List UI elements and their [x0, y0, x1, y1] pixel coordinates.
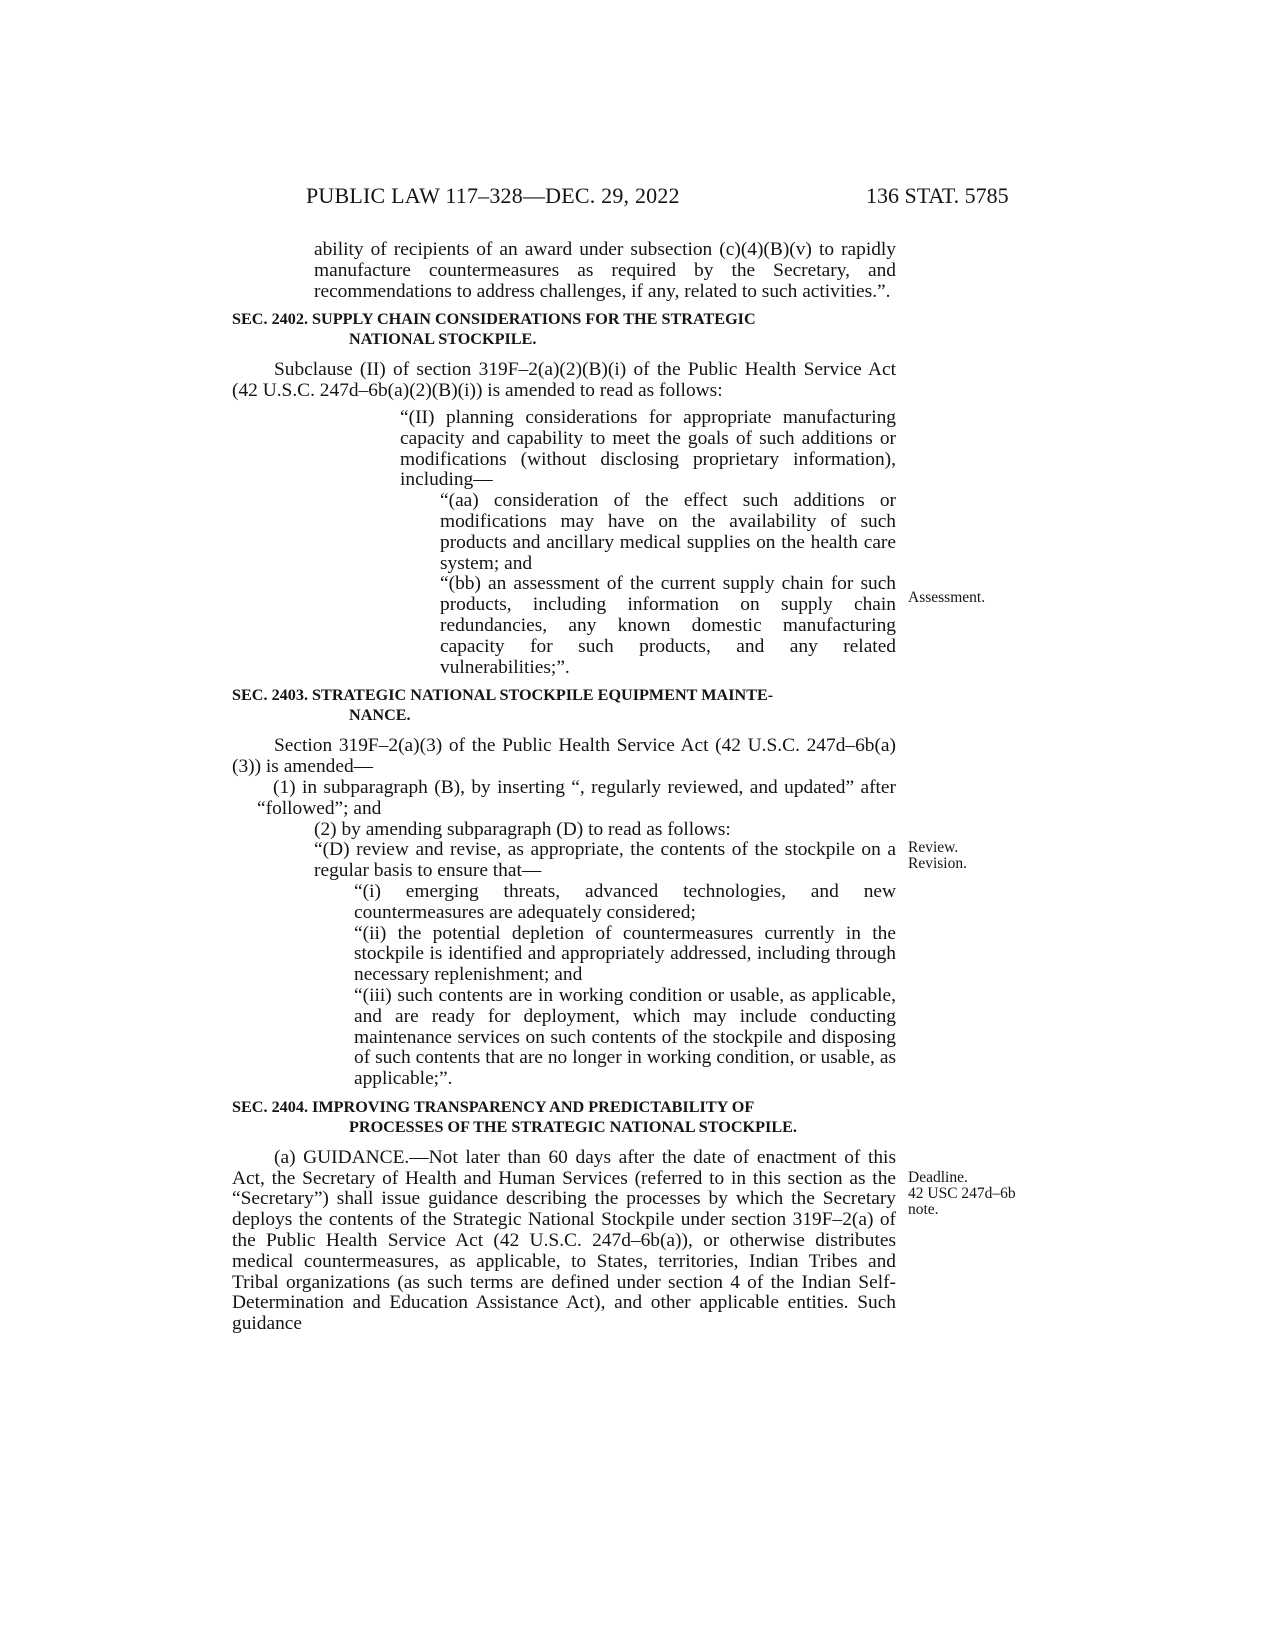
item-bb: “(bb) an assessment of the current supply chain for such products, including information on supply chain redundancies, any known domestic manufacturing capacity for such products, and any related vulnerabilities;”.	[440, 573, 896, 678]
section-heading-line: PROCESSES OF THE STRATEGIC NATIONAL STOCKPILE.	[349, 1117, 797, 1136]
section-heading-line: NATIONAL STOCKPILE.	[349, 330, 537, 349]
page-header	[0, 183, 1275, 215]
section-heading-line: NANCE.	[349, 706, 411, 725]
margin-note-usc: 42 USC 247d–6b	[908, 1185, 1016, 1202]
subsection-heading-caps: UIDANCE	[317, 1146, 405, 1168]
margin-note-deadline: Deadline.	[908, 1169, 968, 1186]
clause-ii: “(ii) the potential depletion of countermeasures currently in the stockpile is identified and appropriately addressed, including through necessary replenishment; and	[354, 922, 896, 986]
document-body	[232, 240, 896, 1335]
clause-iii: “(iii) such contents are in working condition or usable, as applicable, and are ready for deployment, which may include conducting maintenance services on such contents of the stockpile and disposing of such contents that are no longer in working condition, or usable, as applicable;”.	[354, 984, 896, 1090]
margin-note-note: note.	[908, 1201, 939, 1218]
subparagraph-d: “(D) review and revise, as appropriate, the contents of the stockpile on a regular basis to ensure that—	[314, 839, 896, 882]
section-2402-heading	[232, 309, 896, 349]
margin-note-assessment: Assessment.	[908, 589, 986, 606]
page-number: 136 STAT. 5785	[866, 183, 1009, 208]
margin-note-revision: Revision.	[908, 855, 967, 872]
subsection-lead: (a) G	[274, 1146, 318, 1168]
continued-paragraph: ability of recipients of an award under subsection (c)(4)(B)(v) to rapidly manufacture countermeasures as required by the Secretary, and recommendations to address challenges, if any, related to such activities.”.	[314, 239, 896, 302]
item-aa: “(aa) consideration of the effect such additions or modifications may have on the availability of such products and ancillary medical supplies on the health care system; and	[440, 490, 896, 574]
law-title: PUBLIC LAW 117–328—DEC. 29, 2022	[306, 183, 680, 208]
section-heading-line: SEC. 2403. STRATEGIC NATIONAL STOCKPILE EQUIPMENT MAINTE-	[232, 686, 774, 705]
section-2403-text: Section 319F–2(a)(3) of the Public Health Service Act (42 U.S.C. 247d–6b(a)(3)) is amended—	[232, 735, 896, 778]
section-2404-heading	[232, 1097, 896, 1137]
clause-i: “(i) emerging threats, advanced technologies, and new countermeasures are adequately considered;	[354, 880, 896, 923]
subclause-ii: “(II) planning considerations for appropriate manufacturing capacity and capability to meet the goals of such additions or modifications (without disclosing proprietary information), including—	[400, 406, 896, 491]
subsection-a-guidance	[232, 1148, 896, 1335]
amendment-2: (2) by amending subparagraph (D) to read as follows:	[314, 818, 731, 840]
section-heading-line: SEC. 2402. SUPPLY CHAIN CONSIDERATIONS FOR THE STRATEGIC	[232, 310, 756, 329]
section-2403-heading	[232, 685, 896, 725]
amendment-1: (1) in subparagraph (B), by inserting “, regularly reviewed, and updated” after “followed”; and	[257, 776, 896, 819]
section-heading-line: SEC. 2404. IMPROVING TRANSPARENCY AND PREDICTABILITY OF	[232, 1097, 755, 1116]
subsection-text: .—Not later than 60 days after the date of enactment of this Act, the Secretary of Health and Human Services (referred to in this section as the “Secretary”) shall issue guidance describing the processes by which the Secretary deploys the contents of the Strategic National Stockpile under section 319F–2(a) of the Public Health Service Act (42 U.S.C. 247d–6b(a)), or otherwise distributes medical countermeasures, as applicable, to States, territories, Indian Tribes and Tribal organizations (as such terms are defined under section 4 of the Indian Self-Determination and Education Assistance Act), and other applicable entities. Such guidance	[232, 1146, 896, 1335]
margin-note-review: Review.	[908, 839, 959, 856]
section-2402-text: Subclause (II) of section 319F–2(a)(2)(B)(i) of the Public Health Service Act (42 U.S.C. 247d–6b(a)(2)(B)(i)) is amended to read as follows:	[232, 359, 896, 402]
